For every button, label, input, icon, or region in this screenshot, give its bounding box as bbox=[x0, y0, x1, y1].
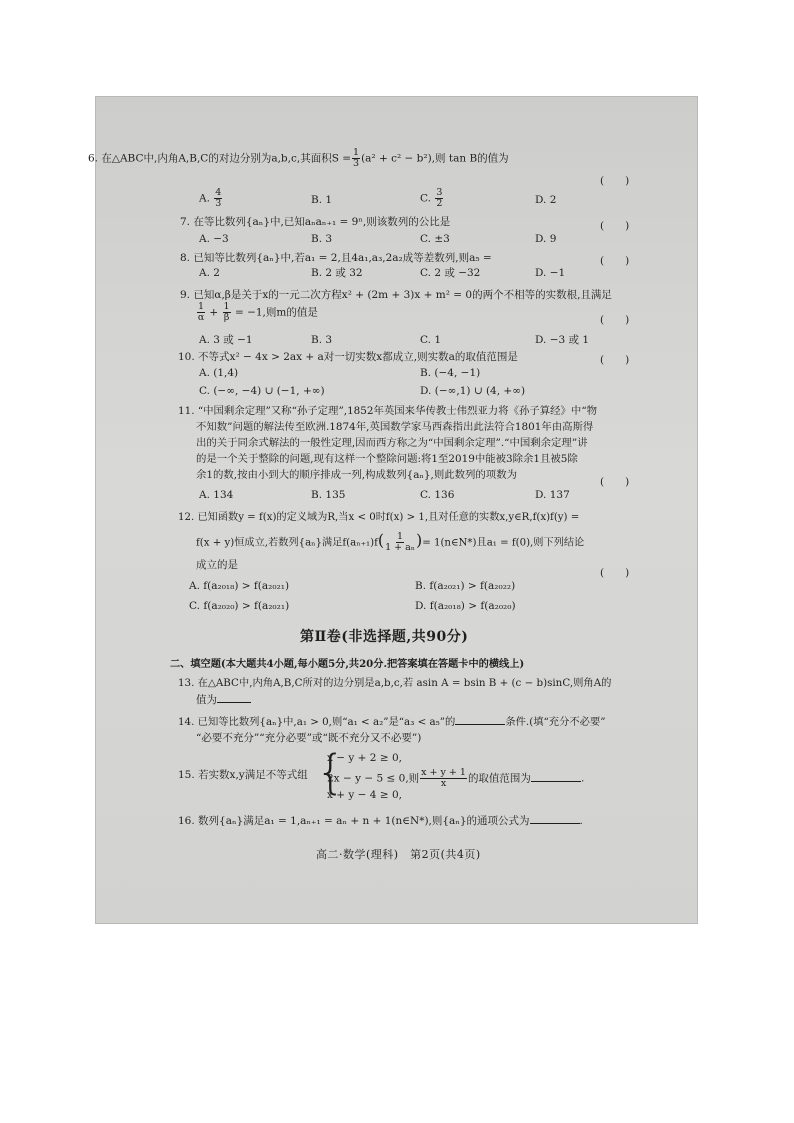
q15-frac-den: x bbox=[440, 778, 447, 789]
q8-stem: 8. 已知等比数列{aₙ}中,若a₁ = 2,且4a₁,a₃,2a₂成等差数列,则a₅ = bbox=[180, 252, 492, 264]
q12-answer-paren: ( ) bbox=[600, 567, 630, 579]
q14-answer-blank[interactable] bbox=[455, 714, 505, 725]
q9-answer-paren: ( ) bbox=[600, 314, 630, 326]
q14-line-1b: 条件.(填“充分不必要” bbox=[505, 716, 606, 728]
q14-line-1 bbox=[178, 714, 606, 729]
q12-line-2: f(x + y)恒成立,若数列{aₙ}满足f(aₙ₊₁)f( $\frac{1}{\text{1 + aₙ}}$ )= 1(n∈N*)且a₁ = f(0),则下列结论 bbox=[196, 530, 585, 553]
q16-text: 16. 数列{aₙ}满足a₁ = 1,aₙ₊₁ = aₙ + n + 1(n∈N*),则{aₙ}的通项公式为 bbox=[178, 815, 530, 827]
q12-frac-den: 1 + aₙ bbox=[385, 542, 415, 553]
page-footer: 高二·数学(理科) 第2页(共4页) bbox=[316, 848, 481, 861]
q9-frac1-den: α bbox=[197, 312, 205, 323]
q13-line-1: 13. 在△ABC中,内角A,B,C所对的边分别是a,b,c,若 asin A = bsin B + (c − b)sinC,则角A的 bbox=[178, 677, 612, 689]
q10-answer-paren: ( ) bbox=[600, 354, 630, 366]
q15-brace: { bbox=[316, 745, 346, 799]
q12-frac-num: 1 bbox=[397, 531, 404, 542]
q16-answer-blank[interactable] bbox=[530, 813, 580, 824]
q7-answer-paren: ( ) bbox=[600, 220, 630, 232]
q8-option-a: A. 2 bbox=[199, 267, 220, 279]
q6-option-d: D. 2 bbox=[535, 194, 557, 206]
q9-frac1-num: 1 bbox=[198, 301, 205, 312]
q7-option-a: A. −3 bbox=[199, 233, 229, 245]
q9-plus: + bbox=[209, 306, 219, 319]
q15-lead: 15. 若实数x,y满足不等式组 bbox=[178, 769, 308, 781]
q6-number: 6. bbox=[88, 152, 99, 165]
q6-option-a bbox=[199, 188, 223, 209]
q10-option-c: C. (−∞, −4) ∪ (−1, +∞) bbox=[199, 385, 325, 397]
q15-range-text: 的取值范围为 bbox=[467, 772, 531, 785]
q8-answer-paren: ( ) bbox=[600, 255, 630, 267]
q15-inequality-1: x − y + 2 ≥ 0, bbox=[327, 752, 402, 764]
q16-period: . bbox=[579, 815, 583, 827]
q10-stem: 10. 不等式x² − 4x > 2ax + a对一切实数x都成立,则实数a的取值范围是 bbox=[178, 351, 518, 363]
q14-line-1a: 14. 已知等比数列{aₙ}中,a₁ > 0,则“a₁ < a₂”是“a₃ < a₅”的 bbox=[178, 716, 456, 728]
q11-option-d: D. 137 bbox=[535, 489, 570, 501]
q6-opt-a-label: A. bbox=[199, 192, 210, 205]
q9-option-a: A. 3 或 −1 bbox=[199, 334, 253, 346]
q12-line-1: 12. 已知函数y = f(x)的定义域为R,当x < 0时f(x) > 1,且对任意的实数x,y∈R,f(x)f(y) = bbox=[178, 512, 580, 523]
q10-option-d: D. (−∞,1) ∪ (4, +∞) bbox=[420, 385, 526, 397]
q6-frac-num: 1 bbox=[353, 147, 360, 158]
q6-option-c bbox=[420, 188, 444, 209]
q6-fraction bbox=[352, 148, 360, 169]
q13-value-label: 值为 bbox=[196, 694, 217, 706]
q10-option-b: B. (−4, −1) bbox=[420, 367, 481, 379]
q7-stem: 7. 在等比数列{aₙ}中,已知aₙaₙ₊₁ = 9ⁿ,则该数列的公比是 bbox=[180, 216, 451, 228]
q12-line-3: 成立的是 bbox=[196, 559, 238, 571]
q15-ineq2-text: 2x − y − 5 ≤ 0,则 bbox=[327, 772, 420, 785]
q6-stem-part-b: (a² + c² − b²),则 tan B的值为 bbox=[361, 152, 509, 165]
q12-line-2a: f(x + y)恒成立,若数列{aₙ}满足f(aₙ₊₁)f bbox=[196, 537, 378, 549]
q6-opt-c-den: 2 bbox=[436, 198, 443, 209]
q6-opt-c-label: C. bbox=[420, 192, 431, 205]
q6-frac-den: 3 bbox=[353, 158, 360, 169]
q15-period: . bbox=[580, 772, 585, 785]
q15-inequality-2 bbox=[327, 768, 584, 789]
q8-option-d: D. −1 bbox=[535, 267, 566, 279]
q10-option-a: A. (1,4) bbox=[199, 367, 239, 379]
q9-frac2-den: β bbox=[223, 312, 230, 323]
q6-option-b: B. 1 bbox=[311, 194, 333, 206]
q11-line-4: 的是一个关于整除的问题,现有这样一个整除问题:将1至2019中能被3除余1且被5除 bbox=[196, 453, 578, 465]
q9-condition bbox=[196, 302, 318, 323]
section-2-heading: 二、填空题(本大题共4小题,每小题5分,共20分.把答案填在答题卡中的横线上) bbox=[170, 658, 525, 670]
q6-opt-c-num: 3 bbox=[436, 187, 443, 198]
q6-stem bbox=[88, 148, 509, 169]
q6-answer-paren: ( ) bbox=[600, 175, 630, 187]
q11-line-5: 余1的数,按由小到大的顺序排成一列,构成数列{aₙ},则此数列的项数为 bbox=[196, 469, 517, 481]
q11-option-c: C. 136 bbox=[420, 489, 455, 501]
q7-option-c: C. ±3 bbox=[420, 233, 450, 245]
q9-option-d: D. −3 或 1 bbox=[535, 334, 590, 346]
q13-answer-blank[interactable] bbox=[217, 692, 251, 703]
q14-line-2: “必要不充分”“充分必要”或“既不充分又不必要”) bbox=[196, 732, 422, 744]
q6-opt-a-num: 4 bbox=[215, 187, 222, 198]
q15-inequality-3: x + y − 4 ≥ 0, bbox=[327, 789, 402, 801]
q12-option-b: B. f(a₂₀₂₁) > f(a₂₀₂₂) bbox=[415, 580, 516, 592]
q6-stem-part-a: 在△ABC中,内角A,B,C的对边分别为a,b,c,其面积S = bbox=[101, 152, 352, 165]
q9-option-b: B. 3 bbox=[311, 334, 333, 346]
q11-answer-paren: ( ) bbox=[600, 476, 630, 488]
q12-option-c: C. f(a₂₀₂₀) > f(a₂₀₂₁) bbox=[189, 600, 290, 612]
q15-answer-blank[interactable] bbox=[531, 771, 581, 782]
q9-condition-text: = −1,则m的值是 bbox=[234, 306, 318, 319]
q11-option-b: B. 135 bbox=[311, 489, 346, 501]
q11-line-3: 出的关于同余式解法的一般性定理,因而西方称之为“中国剩余定理”.“中国剩余定理”讲 bbox=[196, 437, 588, 449]
q12-option-a: A. f(a₂₀₁₈) > f(a₂₀₂₁) bbox=[189, 580, 290, 592]
q7-option-d: D. 9 bbox=[535, 233, 557, 245]
q12-option-d: D. f(a₂₀₁₈) > f(a₂₀₂₀) bbox=[415, 600, 516, 612]
q7-option-b: B. 3 bbox=[311, 233, 333, 245]
q6-opt-a-den: 3 bbox=[215, 198, 222, 209]
q12-line-2b: = 1(n∈N*)且a₁ = f(0),则下列结论 bbox=[422, 537, 585, 549]
q11-line-1: 11. “中国剩余定理”又称“孙子定理”,1852年英国来华传教士伟烈亚力将《孙子算经》中“物 bbox=[178, 405, 598, 417]
q9-frac2-num: 1 bbox=[223, 301, 230, 312]
q16-stem bbox=[178, 813, 583, 828]
q15-frac-num: x + y + 1 bbox=[421, 767, 466, 778]
q11-option-a: A. 134 bbox=[199, 489, 234, 501]
q9-stem: 9. 已知α,β是关于x的一元二次方程x² + (2m + 3)x + m² = 0的两个不相等的实数根,且满足 bbox=[180, 289, 612, 301]
q13-line-2 bbox=[196, 692, 251, 707]
q8-option-c: C. 2 或 −32 bbox=[420, 267, 481, 279]
q11-line-2: 不知数”问题的解法传至欧洲.1874年,英国数学家马西森指出此法符合1801年由高斯得 bbox=[196, 421, 594, 433]
section-2-title: 第Ⅱ卷(非选择题,共90分) bbox=[300, 629, 469, 645]
q8-option-b: B. 2 或 32 bbox=[311, 267, 363, 279]
q9-option-c: C. 1 bbox=[420, 334, 442, 346]
